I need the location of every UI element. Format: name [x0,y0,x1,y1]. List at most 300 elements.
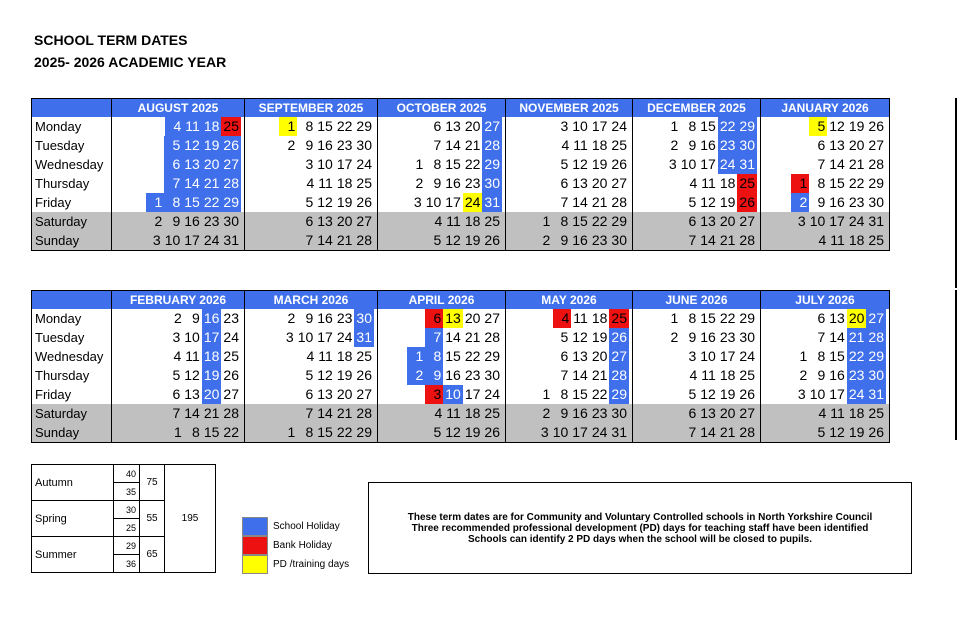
calendar-day: 8 [688,310,697,326]
calendar-day: 31 [868,213,884,229]
calendar-day: 26 [611,329,627,345]
calendar-day: 25 [868,232,884,248]
calendar-day: 22 [591,386,608,402]
calendar-day: 18 [203,118,220,134]
calendar-day: 12 [184,137,200,153]
calendar-day: 28 [868,329,884,345]
calendar-day: 3 [560,118,569,134]
month-day-cell [378,174,506,193]
weekday-label: Sunday [32,231,112,251]
month-day-cell [633,231,761,251]
calendar-day: 18 [464,213,481,229]
month-day-cell [112,193,245,212]
calendar-day: 13 [184,156,200,172]
calendar-day: 27 [223,386,239,402]
month-day-cell [378,231,506,251]
calendar-day: 21 [848,329,865,345]
month-day-cell [112,309,245,328]
calendar-day: 28 [611,194,627,210]
month-day-cell [506,309,633,328]
calendar-day: 17 [464,386,481,402]
month-day-cell [633,347,761,366]
calendar-day: 6 [164,155,182,174]
calendar-day: 28 [484,329,500,345]
month-day-cell [506,366,633,385]
calendar-day: 1 [791,174,809,193]
month-day-cell [245,347,378,366]
legend-label: Bank Holiday [273,540,332,551]
calendar-day: 21 [336,405,353,421]
calendar-day: 24 [848,386,865,402]
month-day-cell [506,212,633,231]
calendar-day: 15 [829,348,845,364]
month-day-cell [633,212,761,231]
calendar-day: 11 [573,310,588,326]
calendar-day: 25 [611,137,627,153]
calendar-day: 11 [185,348,200,364]
weekday-label: Saturday [32,212,112,231]
calendar-day: 17 [445,194,461,210]
calendar-day: 17 [829,213,845,229]
month-day-cell [245,155,378,174]
calendar-day: 9 [688,137,697,153]
month-day-cell [506,136,633,155]
calendar-day: 3 [172,329,181,345]
calendar-day: 20 [591,175,608,191]
calendar-day: 29 [739,118,755,134]
calendar-day: 18 [848,405,865,421]
calendar-day: 19 [719,194,736,210]
calendar-day: 5 [688,386,697,402]
calendar-day: 5 [305,194,314,210]
calendar-day: 12 [829,118,845,134]
calendar-day: 10 [552,424,569,440]
calendar-day: 19 [848,118,865,134]
edge-marker [955,98,957,288]
calendar-day: 11 [446,405,461,421]
month-day-cell [506,174,633,193]
calendar-day: 11 [830,405,845,421]
calendar-day: 18 [719,175,736,191]
calendar-day: 16 [572,405,588,421]
month-header: APRIL 2026 [378,291,506,310]
calendar-day: 15 [203,424,220,440]
calendar-day: 17 [829,386,845,402]
summary-half: 36 [114,555,140,573]
calendar-day: 3 [540,424,549,440]
calendar-day: 29 [611,213,627,229]
calendar-day: 20 [719,405,736,421]
calendar-day: 20 [464,118,481,134]
calendar-day: 28 [223,175,239,191]
calendar-day: 4 [306,175,315,191]
calendar-day: 9 [305,310,314,326]
month-day-cell [633,174,761,193]
calendar-day: 6 [433,118,442,134]
holiday-swatch [242,517,268,536]
month-header: AUGUST 2025 [112,99,245,118]
month-day-cell [112,328,245,347]
calendar-day: 12 [829,424,845,440]
calendar-day: 9 [305,137,314,153]
calendar-day: 30 [356,137,372,153]
calendar-day: 20 [203,386,220,402]
calendar-day: 24 [484,386,500,402]
month-day-cell [378,423,506,443]
calendar-day: 15 [317,118,333,134]
calendar-day: 22 [203,194,220,210]
month-header: SEPTEMBER 2025 [245,99,378,118]
month-header: MAY 2026 [506,291,633,310]
calendar-day: 27 [484,310,500,326]
calendar-day: 1 [542,386,551,402]
calendar-day: 9 [192,310,200,326]
calendar-day: 16 [700,137,716,153]
calendar-day: 14 [829,156,845,172]
month-header: OCTOBER 2025 [378,99,506,118]
calendar-day: 12 [317,367,333,383]
calendar-day: 29 [611,386,627,402]
calendar-day: 29 [484,348,500,364]
calendar-day: 13 [317,386,333,402]
calendar-day: 20 [591,348,608,364]
calendar-day: 14 [317,405,333,421]
calendar-day: 3 [285,329,294,345]
calendar-day: 11 [573,137,588,153]
calendar-day: 13 [445,310,461,326]
calendar-day: 3 [152,232,161,248]
summary-table [31,464,216,573]
month-header: DECEMBER 2025 [633,99,761,118]
month-day-cell [112,423,245,443]
calendar-day: 31 [484,194,500,210]
month-day-cell [506,385,633,404]
calendar-day: 11 [318,175,333,191]
calendar-day: 15 [700,310,716,326]
calendar-day: 26 [223,137,239,153]
calendar-day: 30 [739,329,755,345]
calendar-day: 1 [279,117,297,136]
calendar-day: 3 [797,386,806,402]
month-day-cell [506,193,633,212]
calendar-day: 19 [591,156,608,172]
calendar-day: 16 [829,367,845,383]
weekday-label: Monday [32,309,112,328]
month-day-cell [633,423,761,443]
calendar-day: 24 [203,232,220,248]
calendar-day: 3 [668,156,677,172]
calendar-day: 25 [356,348,372,364]
month-header: MARCH 2026 [245,291,378,310]
calendar-day: 5 [172,367,181,383]
calendar-day: 29 [484,156,500,172]
note-line: Three recommended professional development (PD) days for teaching staff have been identified [411,522,869,534]
calendar-day: 28 [356,232,372,248]
calendar-day: 12 [445,232,461,248]
calendar-day: 2 [287,310,296,326]
calendar-day: 24 [464,194,481,210]
month-day-cell [761,231,890,251]
calendar-day: 1 [174,424,182,440]
calendar-day: 4 [689,175,698,191]
calendar-day: 10 [572,118,588,134]
calendar-day: 16 [317,310,333,326]
calendar-day: 12 [445,424,461,440]
month-day-cell [633,404,761,423]
calendar-day: 20 [203,156,220,172]
calendar-day: 30 [356,310,372,326]
calendar-day: 6 [425,309,443,328]
calendar-day: 18 [591,137,608,153]
month-day-cell [245,385,378,404]
calendar-day: 22 [848,348,865,364]
calendar-day: 31 [611,424,627,440]
month-day-cell [761,193,890,212]
calendar-day: 14 [184,175,200,191]
month-day-cell [245,309,378,328]
calendar-day: 7 [164,174,182,193]
month-day-cell [245,366,378,385]
header-corner [32,99,112,118]
calendar-day: 26 [739,386,755,402]
calendar-day: 27 [868,310,884,326]
calendar-day: 14 [184,405,200,421]
month-day-cell [378,193,506,212]
calendar-day: 4 [165,117,183,136]
calendar-day: 24 [591,424,608,440]
calendar-grid-term2 [31,290,890,443]
calendar-day: 23 [591,405,608,421]
calendar-day: 5 [164,136,182,155]
month-day-cell [378,309,506,328]
calendar-day: 5 [817,424,826,440]
month-day-cell [633,193,761,212]
weekday-label: Saturday [32,404,112,423]
month-day-cell [761,366,890,385]
calendar-day: 2 [670,137,679,153]
month-day-cell [633,136,761,155]
calendar-day: 31 [223,232,239,248]
calendar-day: 25 [484,213,500,229]
note-line: Schools can identify 2 PD days when the school will be closed to pupils. [468,533,812,545]
month-day-cell [761,328,890,347]
calendar-day: 16 [829,194,845,210]
calendar-day: 10 [164,232,181,248]
calendar-day: 17 [572,424,588,440]
calendar-day: 30 [739,137,755,153]
calendar-day: 11 [830,232,845,248]
month-day-cell [378,347,506,366]
calendar-day: 19 [464,424,481,440]
calendar-day: 26 [356,194,372,210]
month-header: NOVEMBER 2025 [506,99,633,118]
calendar-day: 10 [809,213,826,229]
month-header: FEBRUARY 2026 [112,291,245,310]
calendar-day: 2 [415,175,424,191]
calendar-day: 10 [445,386,461,402]
calendar-day: 2 [799,367,808,383]
calendar-day: 5 [560,329,569,345]
calendar-day: 23 [464,175,481,191]
month-header: JUNE 2026 [633,291,761,310]
header-corner [32,291,112,310]
calendar-day: 11 [185,118,200,134]
legend-label: School Holiday [273,521,340,532]
calendar-day: 29 [356,424,372,440]
calendar-day: 25 [739,367,755,383]
month-day-cell [761,117,890,136]
calendar-day: 17 [719,348,736,364]
calendar-day: 17 [591,118,608,134]
calendar-day: 18 [203,348,220,364]
legend-label: PD /training days [273,559,350,570]
calendar-day: 14 [445,137,461,153]
month-day-cell [378,404,506,423]
month-day-cell [761,212,890,231]
calendar-day: 17 [336,156,353,172]
calendar-day: 25 [868,405,884,421]
calendar-day: 8 [425,347,443,366]
calendar-day: 19 [719,386,736,402]
calendar-day: 4 [689,367,698,383]
calendar-day: 21 [464,329,481,345]
calendar-day: 24 [719,156,736,172]
summary-term-total: 65 [140,537,165,573]
month-day-cell [112,212,245,231]
calendar-day: 10 [184,329,200,345]
calendar-day: 22 [464,348,481,364]
calendar-day: 9 [172,213,181,229]
calendar-day: 22 [591,213,608,229]
calendar-day: 26 [484,424,500,440]
calendar-day: 11 [701,175,716,191]
weekday-label: Friday [32,193,112,212]
summary-half: 40 [114,465,140,483]
calendar-day: 23 [719,329,736,345]
calendar-day: 7 [425,328,443,347]
calendar-day: 1 [415,156,424,172]
calendar-day: 19 [336,194,353,210]
calendar-day: 6 [688,213,697,229]
calendar-day: 15 [572,386,588,402]
calendar-day: 8 [433,156,442,172]
calendar-day: 29 [868,175,884,191]
weekday-label: Thursday [32,366,112,385]
weekday-label: Tuesday [32,328,112,347]
calendar-day: 31 [356,329,372,345]
calendar-day: 27 [356,213,372,229]
calendar-day: 5 [560,156,569,172]
calendar-day: 3 [688,348,697,364]
calendar-day: 9 [433,175,442,191]
calendar-day: 13 [572,348,588,364]
calendar-day: 14 [572,194,588,210]
calendar-day: 21 [591,367,608,383]
calendar-day: 24 [356,156,372,172]
calendar-day: 1 [407,347,425,366]
calendar-day: 21 [464,137,481,153]
calendar-day: 12 [700,194,716,210]
calendar-day: 9 [817,367,826,383]
calendar-day: 31 [739,156,755,172]
calendar-day: 8 [305,424,314,440]
calendar-day: 20 [464,310,481,326]
calendar-day: 28 [223,405,239,421]
calendar-day: 26 [223,367,239,383]
summary-half: 30 [114,501,140,519]
month-day-cell [378,155,506,174]
calendar-day: 26 [611,156,627,172]
month-day-cell [761,423,890,443]
calendar-day: 12 [184,367,200,383]
calendar-day: 5 [433,232,442,248]
calendar-day: 16 [184,213,200,229]
month-day-cell [378,212,506,231]
month-day-cell [378,328,506,347]
calendar-day: 21 [719,232,736,248]
calendar-day: 16 [572,232,588,248]
calendar-day: 1 [146,193,164,212]
calendar-day: 11 [446,213,461,229]
calendar-day: 18 [464,405,481,421]
calendar-day: 10 [297,329,314,345]
calendar-day: 4 [434,405,443,421]
calendar-day: 7 [560,194,569,210]
month-day-cell [506,328,633,347]
calendar-day: 6 [560,348,569,364]
calendar-day: 14 [829,329,845,345]
calendar-day: 10 [680,156,697,172]
calendar-day: 5 [433,424,442,440]
calendar-day: 15 [572,213,588,229]
month-day-cell [633,385,761,404]
calendar-day: 17 [203,329,220,345]
month-day-cell [112,136,245,155]
calendar-day: 7 [305,405,314,421]
calendar-day: 7 [688,424,697,440]
calendar-day: 24 [848,213,865,229]
bank-swatch [242,536,268,555]
calendar-day: 26 [356,367,372,383]
month-header: JULY 2026 [761,291,890,310]
calendar-day: 22 [464,156,481,172]
weekday-label: Wednesday [32,347,112,366]
calendar-day: 30 [611,232,627,248]
month-day-cell [633,117,761,136]
calendar-day: 13 [317,213,333,229]
calendar-day: 10 [809,386,826,402]
calendar-day: 23 [848,367,865,383]
weekday-label: Thursday [32,174,112,193]
calendar-day: 9 [560,405,569,421]
calendar-day: 18 [336,348,353,364]
calendar-day: 22 [336,118,353,134]
calendar-day: 30 [223,213,239,229]
calendar-day: 7 [172,405,181,421]
calendar-day: 24 [336,329,353,345]
calendar-day: 24 [611,118,627,134]
calendar-day: 28 [739,232,755,248]
calendar-day: 18 [336,175,353,191]
calendar-day: 15 [317,424,333,440]
calendar-day: 13 [829,137,845,153]
calendar-day: 14 [445,329,461,345]
calendar-day: 21 [719,424,736,440]
calendar-day: 23 [848,194,865,210]
calendar-day: 8 [817,175,826,191]
month-day-cell [112,117,245,136]
calendar-day: 25 [611,310,627,326]
